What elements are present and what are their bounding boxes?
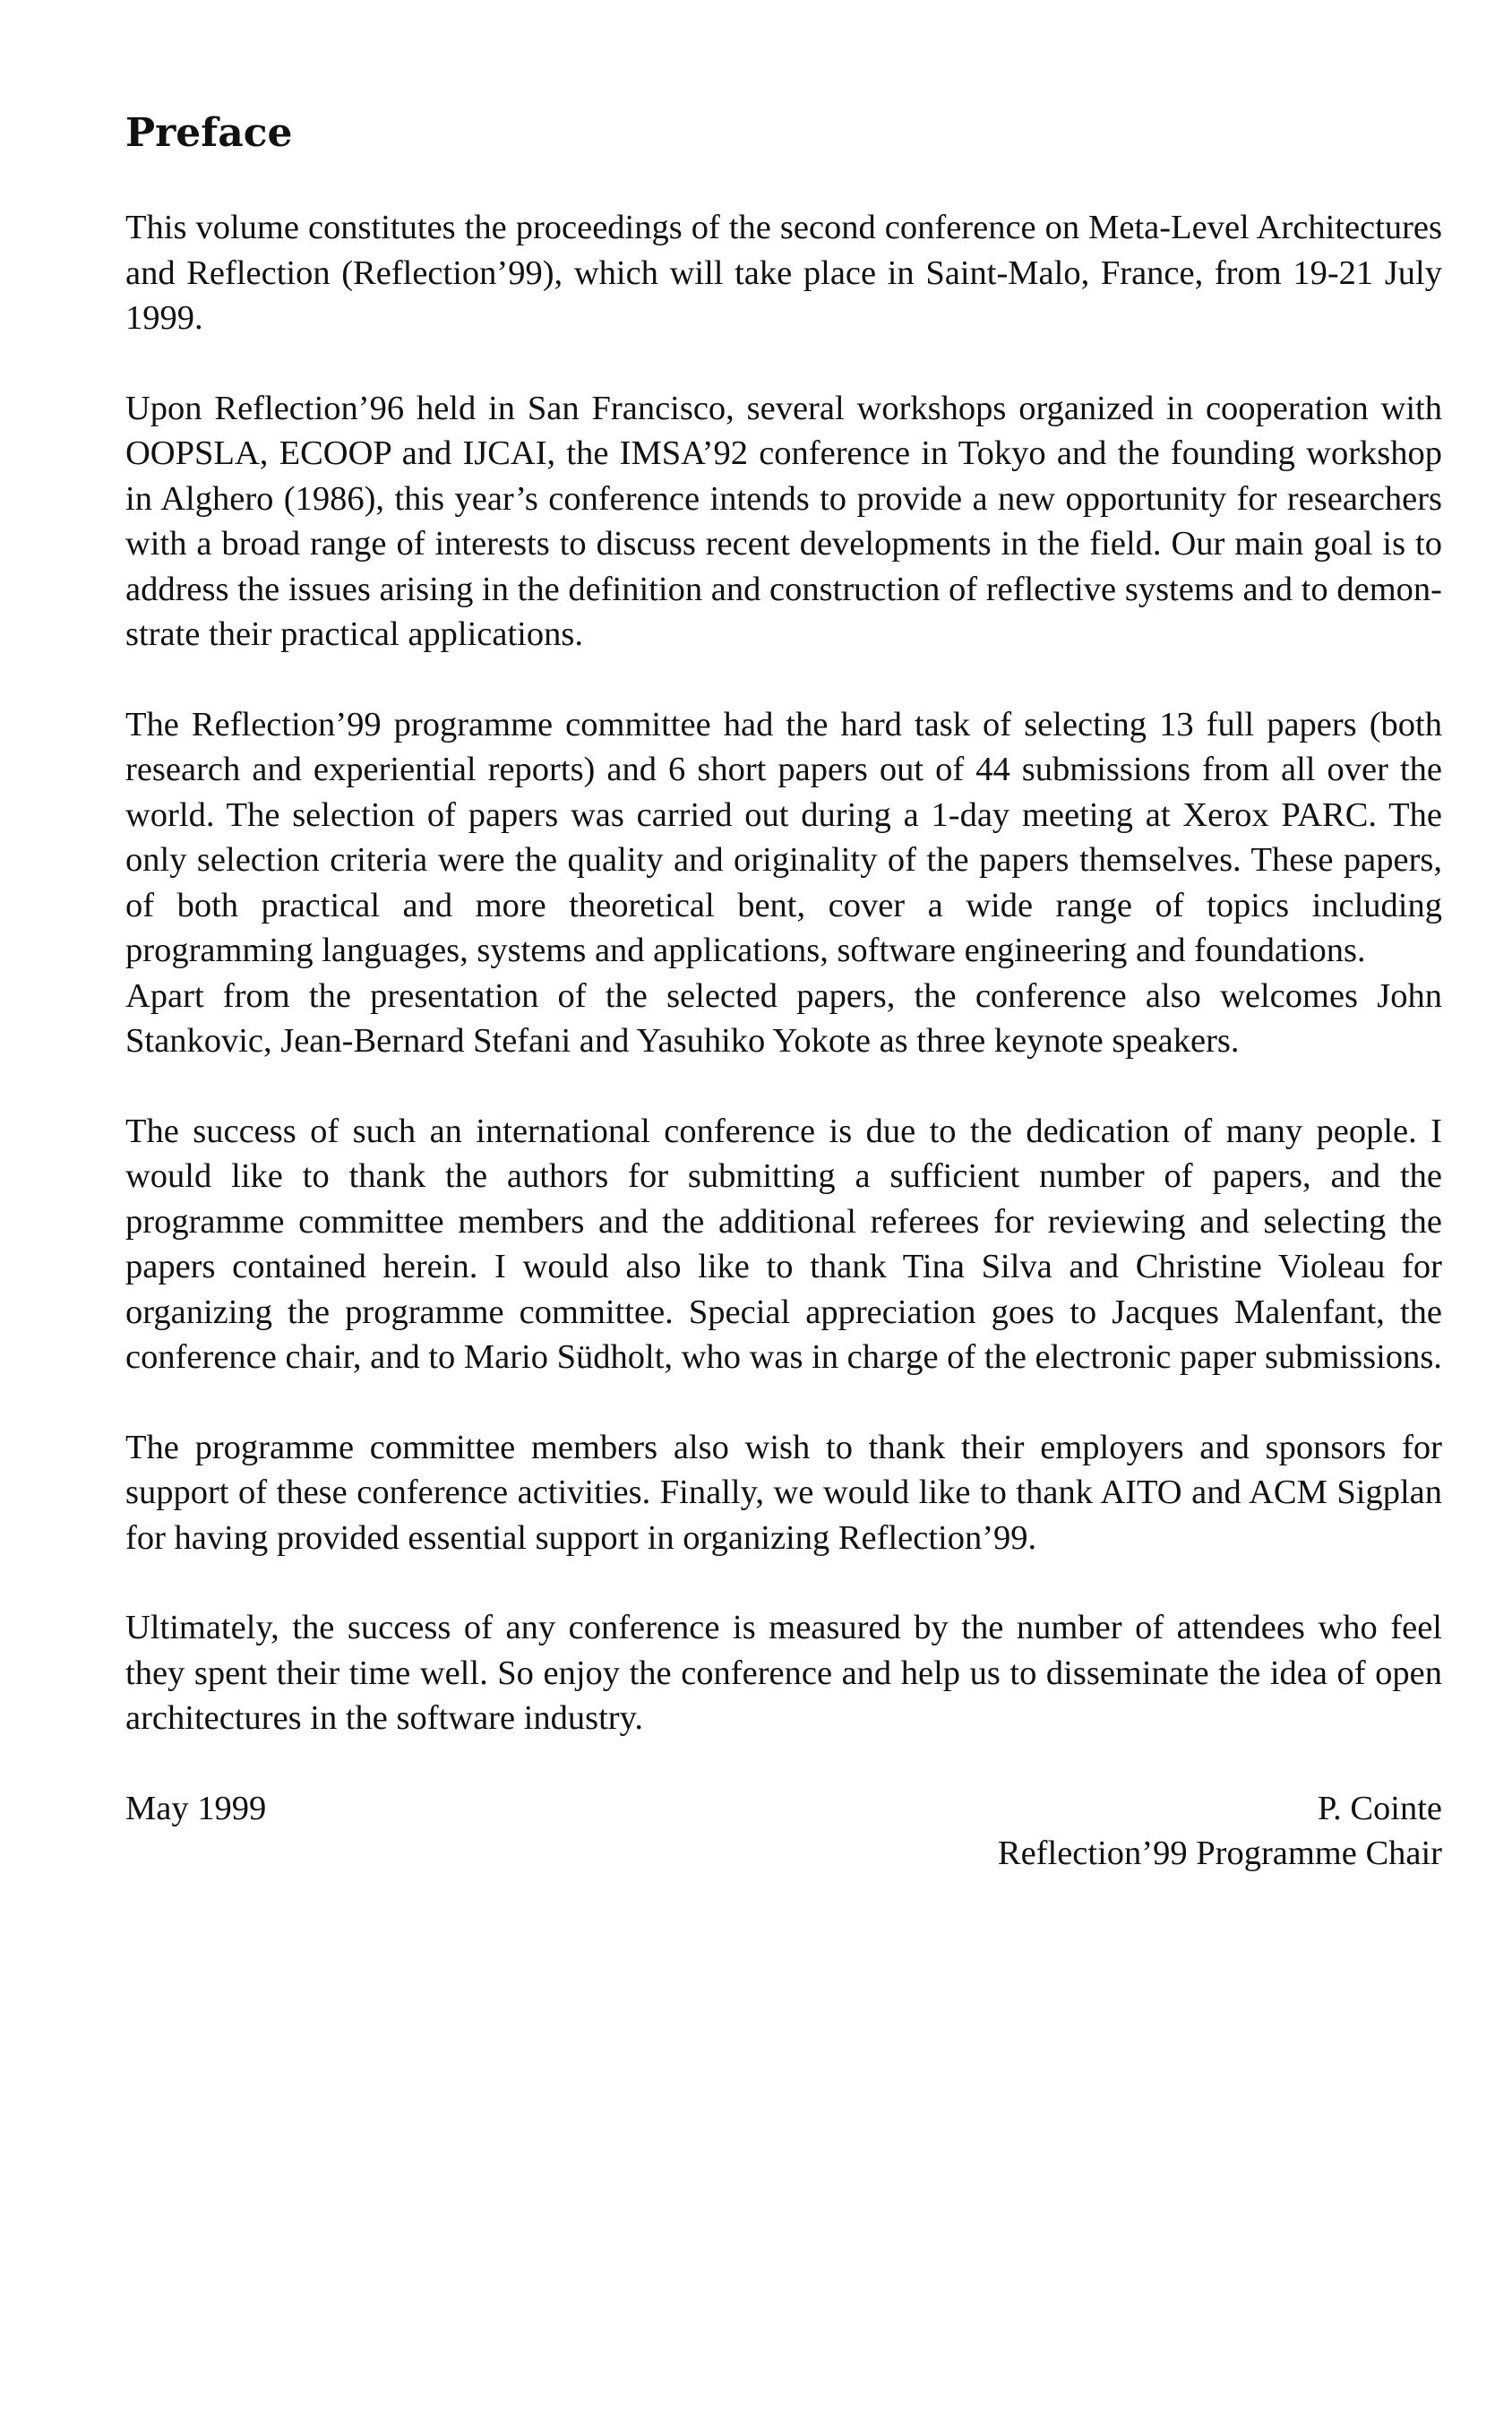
paragraph-acknowledgements: The success of such an international conference is due to the dedication of many people. I would like to thank the authors for submitting a sufficient number of papers, and the programme committee members and the additional referees for reviewing and selecting the papers contained herein. I would also like to thank Tina Silva and Christine Violeau for organizing the programme committee. Special appreciation goes to Jacques Malenfant, the conference chair, and to Mario Südholt, who was in charge of the electronic paper submissions. <box>125 1112 1442 1377</box>
document-page <box>125 112 1442 1877</box>
paragraph-intro: This volume constitutes the proceedings of the second conference on Meta-Level Architectures and Reflection (Reflection’99), which will take place in Saint-Malo, France, from 19-21 July 1999. <box>125 209 1442 338</box>
signature-author-block <box>998 1786 1442 1877</box>
paragraph-sponsors: The programme committee members also wish to thank their employers and sponsors for support of these conference activities. Finally, we would like to thank AITO and ACM Sigplan for having provided essential support in organizing Reflection’99. <box>125 1428 1442 1557</box>
signature-author-name: P. Cointe <box>1317 1789 1442 1827</box>
paragraph-keynotes: Apart from the presentation of the selected papers, the conference also welcomes John Stankovic, Jean-Bernard Stefani and Yasuhiko Yokote as three keynote speakers. <box>125 976 1442 1061</box>
paragraph-background: Upon Reflection’96 held in San Francisco, several workshops organized in cooperation with OOPSLA, ECOOP and IJCAI, the IMSA’92 conference in Tokyo and the founding workshop in Alghero (1986), this year’s conference intends to provide a new opportunity for researchers with a broad range of interests to discuss recent developments in the field. Our main goal is to address the issues arising in the definition and construction of reflective systems and to demonstrate their practical applications. <box>125 389 1442 654</box>
page-title: Preface <box>125 110 293 156</box>
signature-author-role: Reflection’99 Programme Chair <box>997 1834 1442 1873</box>
signature-block <box>125 1786 1442 1877</box>
signature-date: May 1999 <box>125 1789 267 1827</box>
paragraph-selection: The Reflection’99 programme committee had the hard task of selecting 13 full papers (both research and experiential reports) and 6 short papers out of 44 submissions from all over the world. The selection of papers was carried out during a 1-day meeting at Xerox PARC. The only selection criteria were the quality and originality of the papers themselves. These papers, of both practical and more theoretical bent, cover a wide range of topics including programming languages, systems and applications, software engineering and foundations. <box>125 705 1442 970</box>
paragraph-closing: Ultimately, the success of any conference is measured by the number of attendees who feel they spent their time well. So enjoy the conference and help us to disseminate the idea of open architectures in the software industry. <box>125 1609 1442 1738</box>
